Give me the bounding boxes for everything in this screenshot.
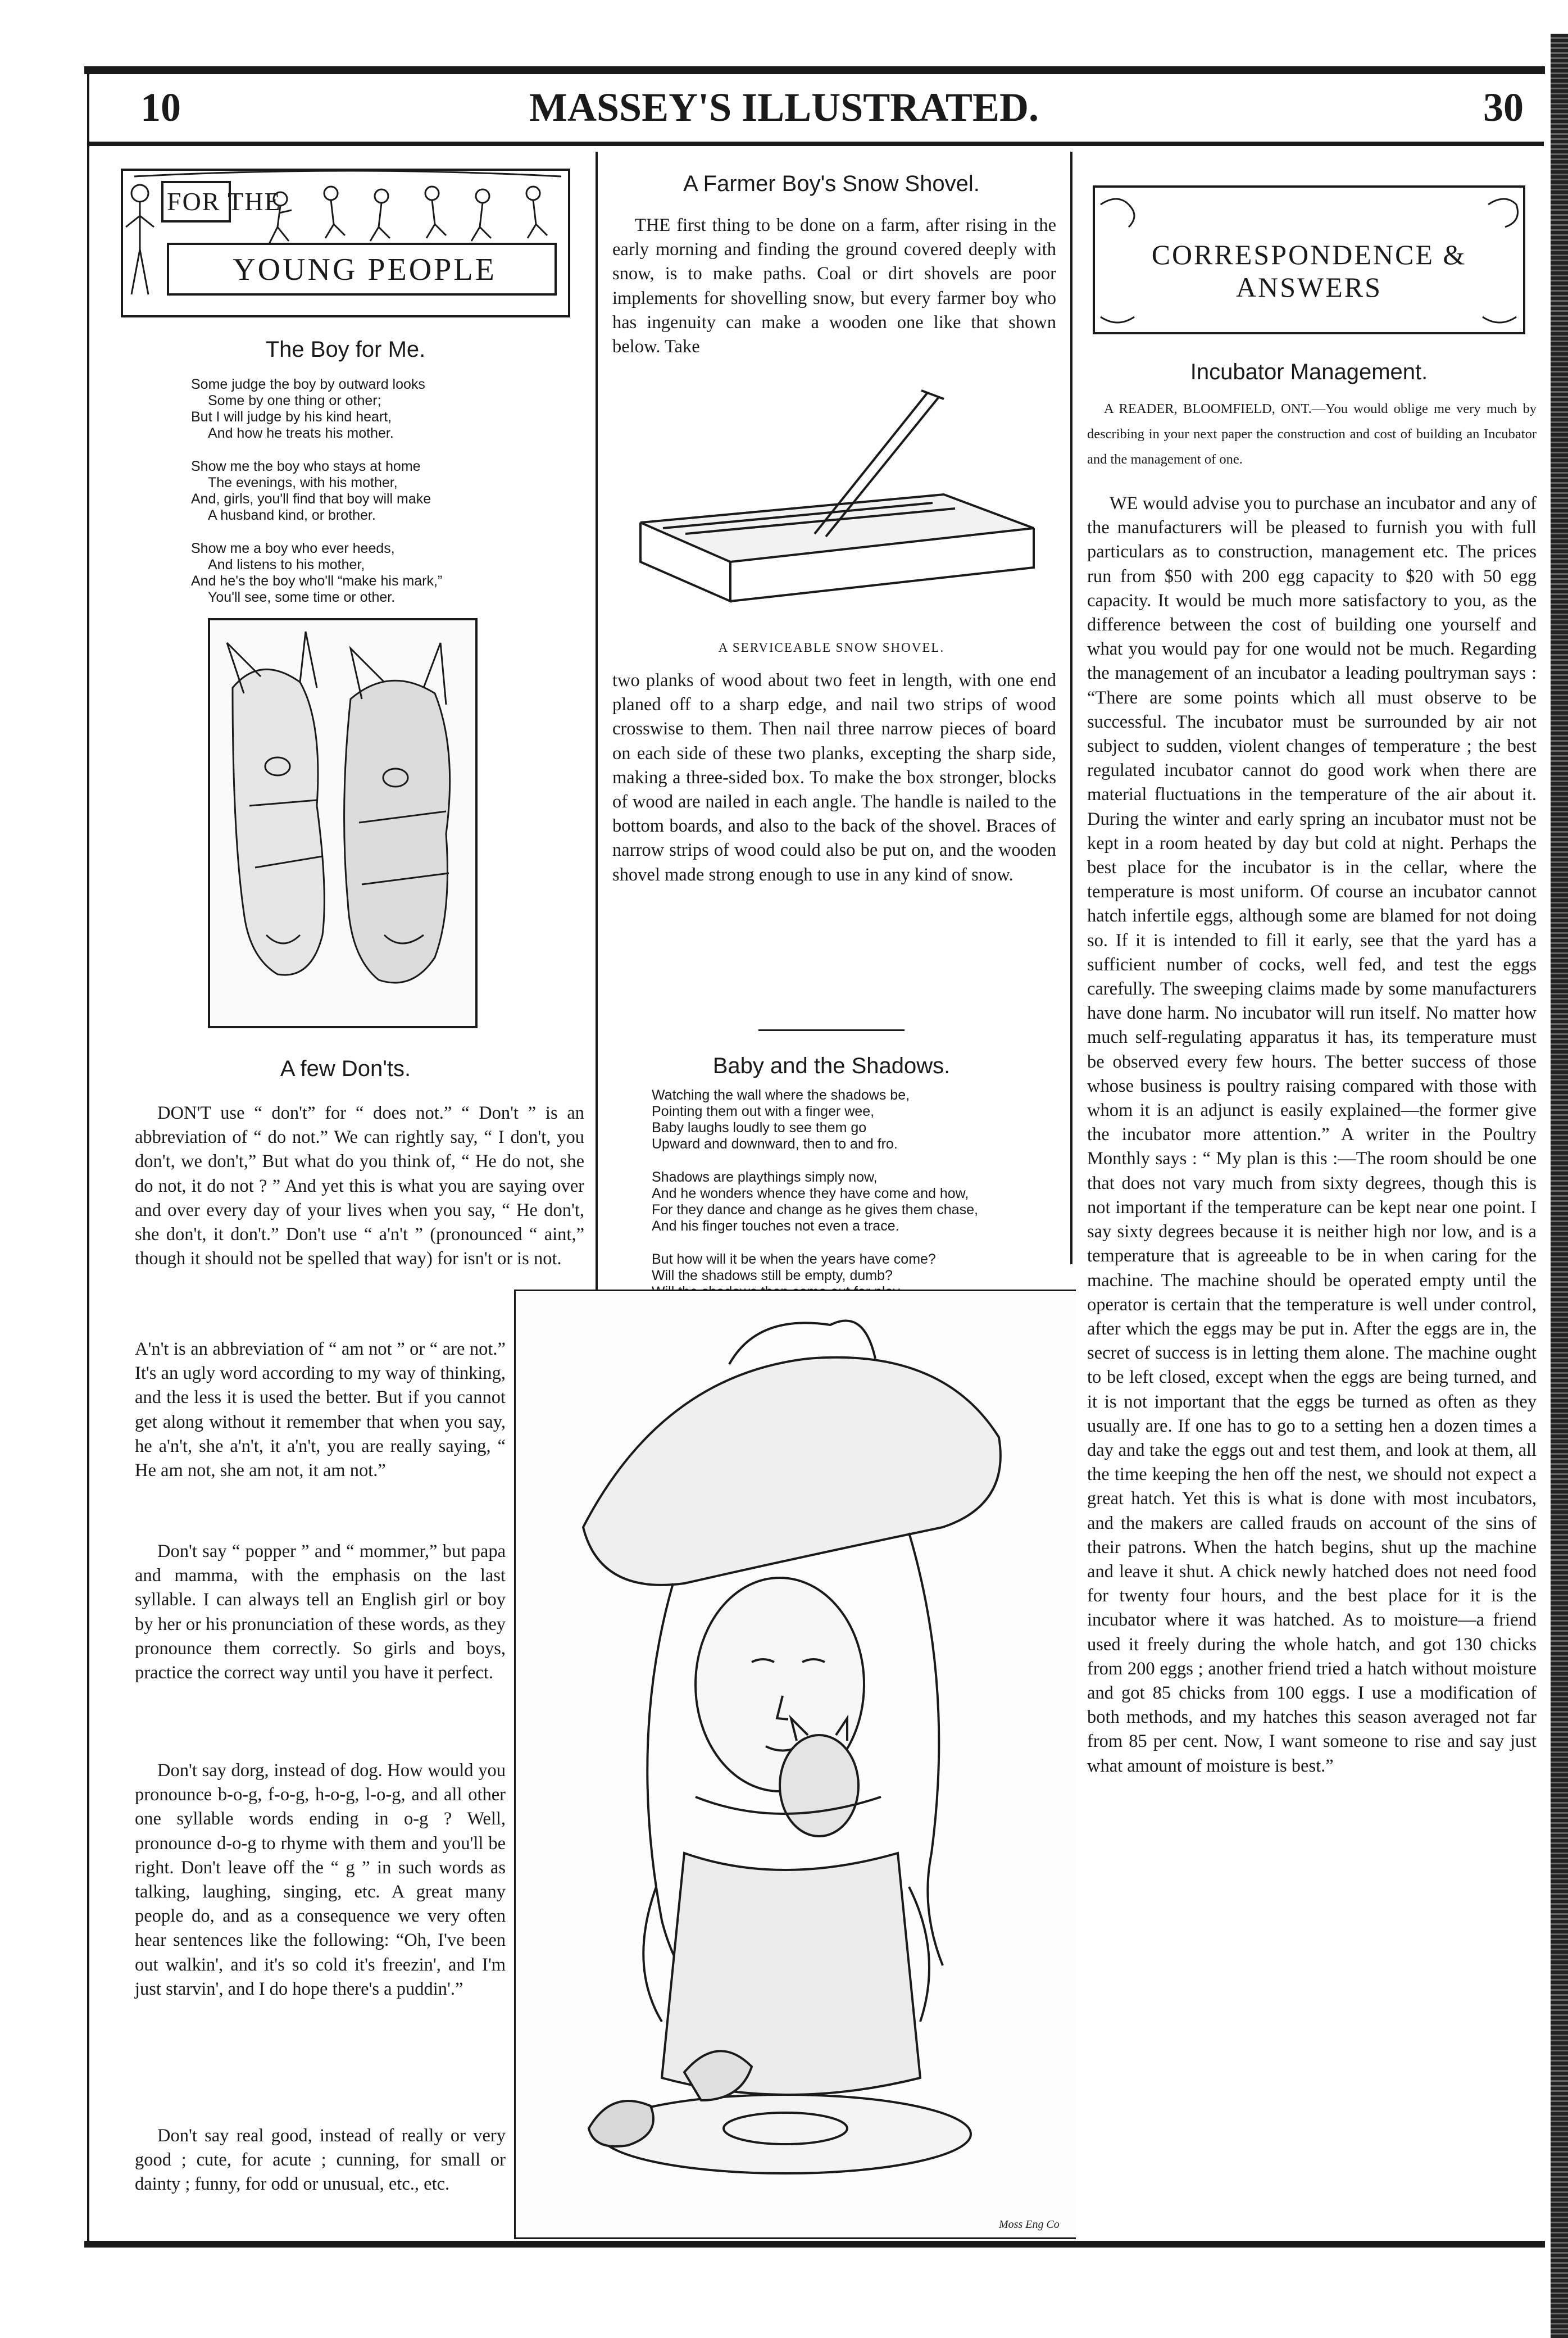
- horses-illustration: [208, 618, 478, 1028]
- donts-text: Don't say real good, instead of really or very good ; cute, for acute ; cunning, for small or dainty ; funny, for odd or unusual, etc., etc.: [135, 2126, 506, 2195]
- poem-line: Show me a boy who ever heeds,: [191, 541, 395, 556]
- answer-text: WE would advise you to purchase an incubator and any of the manufacturers will be pleased to furnish you with full particulars as to construction, management etc. The prices run from $50 with 200 egg capacity to $20 with 50 egg capacity. It would be much more satisfactory to you, as the difference between the cost of building one yourself and what you would pay for one would not be much. Regarding the management of an incubator a leading poultryman says : “There are some points which all must observe to be successful. The incubator must be surrounded by air not subject to sudden, violent changes of temperature ; the best regulated incubator cannot do good work when there are material fluctuations in the temperature of the air about it. During the winter and early spring an incubator must not be kept in a room heated by day but cold at night. Perhaps the best place for the incubator is in the cellar, where the temperature is most uniform. Of course an incubator cannot hatch infertile eggs, although some are blamed for not doing so. If it is intended to fill it early, see that the yard has a sufficient number of cocks, well fed, and test the eggs carefully. The sweeping claims made by some manufacturers have done harm. No incubator will run itself. No matter how much self-regulating apparatus it has, its temperature must be observed every few hours. The better success of those whose business is poultry raising compared with those with whom it is an adjunct is easily explained—the former give the incubator more attention.” A writer in the Poultry Monthly says : “ My plan is this :—The room should be one that does not vary much from sixty degrees, though this is not important if the temperature can be kept near one point. I say sixty degrees because it is neither high nor low, and is a temperature that is agreeable to be in when caring for the machine. The machine should be operated empty until the operator is certain that the temperature is well under control, after which the eggs may be put in. After the eggs are in, the secret of success is in letting them alone. The machine ought to be left closed, except when the eggs are being turned, and it is not important that the eggs be turned as often as they usually are. If one has to go to a setting hen a dozen times a day and take the eggs out and test them, and look at them, all the time keeping the hen off the nest, we should not expect a great hatch. Yet this is what is done with most incubators, and the makers are called frauds on account of the sins of their patrons. When the hatch begins, shut up the machine and leave it shut. A chick newly hatched does not need food for twenty four hours, and the best place for it is the incubator where it was hatched. As to moisture—a friend used it freely during the whole hatch, and got 130 chicks from 200 eggs ; another friend tried a hatch without moisture and got 85 chicks from 100 eggs. I use a modification of both methods, and my hatches this season averaged not far from 85 per cent. Now, I want someone to rise and say just what amount of moisture is best.”: [1087, 493, 1537, 1776]
- donts-text: DON'T use “ don't” for “ does not.” “ Don't ” is an abbreviation of “ do not.” We can rightly say, “ I don't, you don't, we don't,” But what do you think of, “ He do not, she do not, it do not ? ” And yet this is what you are saying over and over every day of your lives when you say, “ He don't, she don't, it don't.” Don't use “ a'n't ” (pronounced “ aint,” though it should not be spelled that way) for isn't or is not.: [135, 1103, 584, 1269]
- page-left-border: [87, 66, 89, 2246]
- girl-with-kitten-drawing: [516, 1291, 1076, 2239]
- poem-stanza: [652, 1087, 1056, 1152]
- incubator-title: Incubator Management.: [1190, 360, 1428, 384]
- poem-line: And, girls, you'll find that boy will make: [191, 491, 431, 507]
- shovel-text: THE first thing to be done on a farm, after rising in the early morning and finding the ground covered deeply with snow, is to make paths. Coal or dirt shovels are poor implements for shovelling snow, but every farmer boy who has ingenuity can make a wooden one like that shown below. Take: [612, 215, 1056, 357]
- section-divider: [758, 1029, 905, 1031]
- page-number-left: 10: [140, 85, 181, 130]
- shovel-text: two planks of wood about two feet in length, with one end planed off to a sharp edge, and nail two strips of wood crosswise to them. Then nail three narrow pieces of board on each side of these two planks, excepting the sharp side, making a three-sided box. To make the box stronger, blocks of wood are nailed in each angle. The handle is nailed to the bottom boards, and also to the back of the shovel. Braces of narrow strips of wood could also be put on, and the wooden shovel made strong enough to use in any kind of snow.: [612, 670, 1056, 885]
- reader-letter: A READER, BLOOMFIELD, ONT.—You would oblige me very much by describing in your next paper the construction and cost of building an Incubator and the management of one.: [1087, 401, 1537, 467]
- poem-boy-for-me: [191, 376, 562, 623]
- banner-text-for-the: FOR THE: [167, 187, 281, 216]
- poem-line: But how will it be when the years have come?: [652, 1251, 936, 1267]
- snow-shovel-drawing: [629, 382, 1039, 629]
- page-binding-edge: [1551, 34, 1568, 2338]
- young-people-banner: [121, 169, 570, 317]
- poem-line: Upward and downward, then to and fro.: [652, 1136, 898, 1152]
- poem-line: A husband kind, or brother.: [208, 507, 376, 523]
- correspondence-banner: [1093, 185, 1525, 334]
- poem-line: And listens to his mother,: [208, 557, 365, 573]
- poem-title-boy-for-me: The Boy for Me.: [265, 337, 426, 362]
- shovel-title: A Farmer Boy's Snow Shovel.: [683, 171, 980, 196]
- donts-paragraph-1: [135, 1101, 584, 1271]
- poem-line: You'll see, some time or other.: [208, 589, 396, 605]
- snow-shovel-illustration: [629, 382, 1039, 629]
- donts-paragraph-2: [135, 1540, 506, 1685]
- poem-line: Baby laughs loudly to see them go: [652, 1120, 867, 1136]
- donts-paragraph-3: [135, 1759, 506, 2001]
- shovel-paragraph-2: [612, 669, 1056, 887]
- poem-line: And he's the boy who'll “make his mark,”: [191, 573, 443, 589]
- shovel-caption: A SERVICEABLE SNOW SHOVEL.: [718, 641, 945, 655]
- header-top-rule: [84, 66, 1545, 74]
- page-number-right: 30: [1483, 85, 1524, 130]
- poem-line: For they dance and change as he gives them chase,: [652, 1202, 978, 1218]
- shovel-paragraph-1: [612, 214, 1056, 359]
- correspondence-banner-text: CORRESPONDENCE & ANSWERS: [1151, 239, 1467, 303]
- poem-line: Watching the wall where the shadows be,: [652, 1087, 910, 1103]
- poem-line: Shadows are playthings simply now,: [652, 1169, 878, 1185]
- header-bottom-rule: [89, 142, 1544, 146]
- poem-stanza: [652, 1169, 1056, 1234]
- poem-line: And he wonders whence they have come and how,: [652, 1186, 969, 1201]
- horses-drawing: [210, 620, 475, 1026]
- poem-line: Pointing them out with a finger wee,: [652, 1104, 875, 1119]
- donts-paragraph-4: [135, 2124, 506, 2197]
- poem-line: Will the shadows still be empty, dumb?: [652, 1268, 893, 1283]
- poem-line: Show me the boy who stays at home: [191, 458, 421, 474]
- donts-text: Don't say “ popper ” and “ mommer,” but papa and mamma, with the emphasis on the last syllable. I can always tell an English girl or boy by her or his pronunciation of these words, as they pronounce them correctly. So girls and boys, practice the correct way until you have it perfect.: [135, 1541, 506, 1683]
- poem-stanza: [191, 376, 562, 442]
- poem-line: The evenings, with his mother,: [208, 475, 398, 491]
- poem-stanza: [191, 458, 562, 524]
- girl-with-kitten-illustration: [514, 1290, 1076, 2239]
- poem-stanza: [191, 541, 562, 606]
- poem-line: Some by one thing or other;: [208, 393, 381, 408]
- poem-line: And how he treats his mother.: [208, 425, 394, 441]
- poem-line: And his finger touches not even a trace.: [652, 1218, 899, 1234]
- donts-text: Don't say dorg, instead of dog. How would you pronounce b-o-g, f-o-g, h-o-g, l-o-g, and all other one syllable words ending in o-g ? Well, pronounce d-o-g to rhyme with them and you'll be right. Don't leave off the “ g ” in such words as talking, laughing, singing, etc. A great many people do, and as a consequence we very often hear sentences like the following: “Oh, I've been out walkin', and it's so cold it's freezin', and I'm just starvin', and I do hope there's a puddin'.”: [135, 1760, 506, 1999]
- page-title: MASSEY'S ILLUSTRATED.: [529, 85, 1039, 130]
- poem-line: Some judge the boy by outward looks: [191, 376, 425, 392]
- donts-paragraph-1b: [135, 1337, 506, 1483]
- column-rule-2: [1070, 152, 1072, 1264]
- engraver-mark: Moss Eng Co: [999, 2218, 1060, 2231]
- baby-shadows-title: Baby and the Shadows.: [712, 1054, 951, 1078]
- poem-line: But I will judge by his kind heart,: [191, 409, 392, 425]
- incubator-answer: [1087, 492, 1537, 1778]
- page-bottom-rule: [84, 2241, 1545, 2248]
- column-rule-1: [596, 152, 598, 1292]
- donts-text: A'n't is an abbreviation of “ am not ” or “ are not.” It's an ugly word according to my way of thinking, and the less it is used the better. But if you cannot get along without it remember that when you say, he a'n't, she a'n't, it a'n't, you are really saying, “ He am not, she am not, it am not.”: [135, 1339, 506, 1481]
- banner-text-young-people: YOUNG PEOPLE: [233, 252, 497, 287]
- donts-title: A few Don'ts.: [280, 1056, 411, 1081]
